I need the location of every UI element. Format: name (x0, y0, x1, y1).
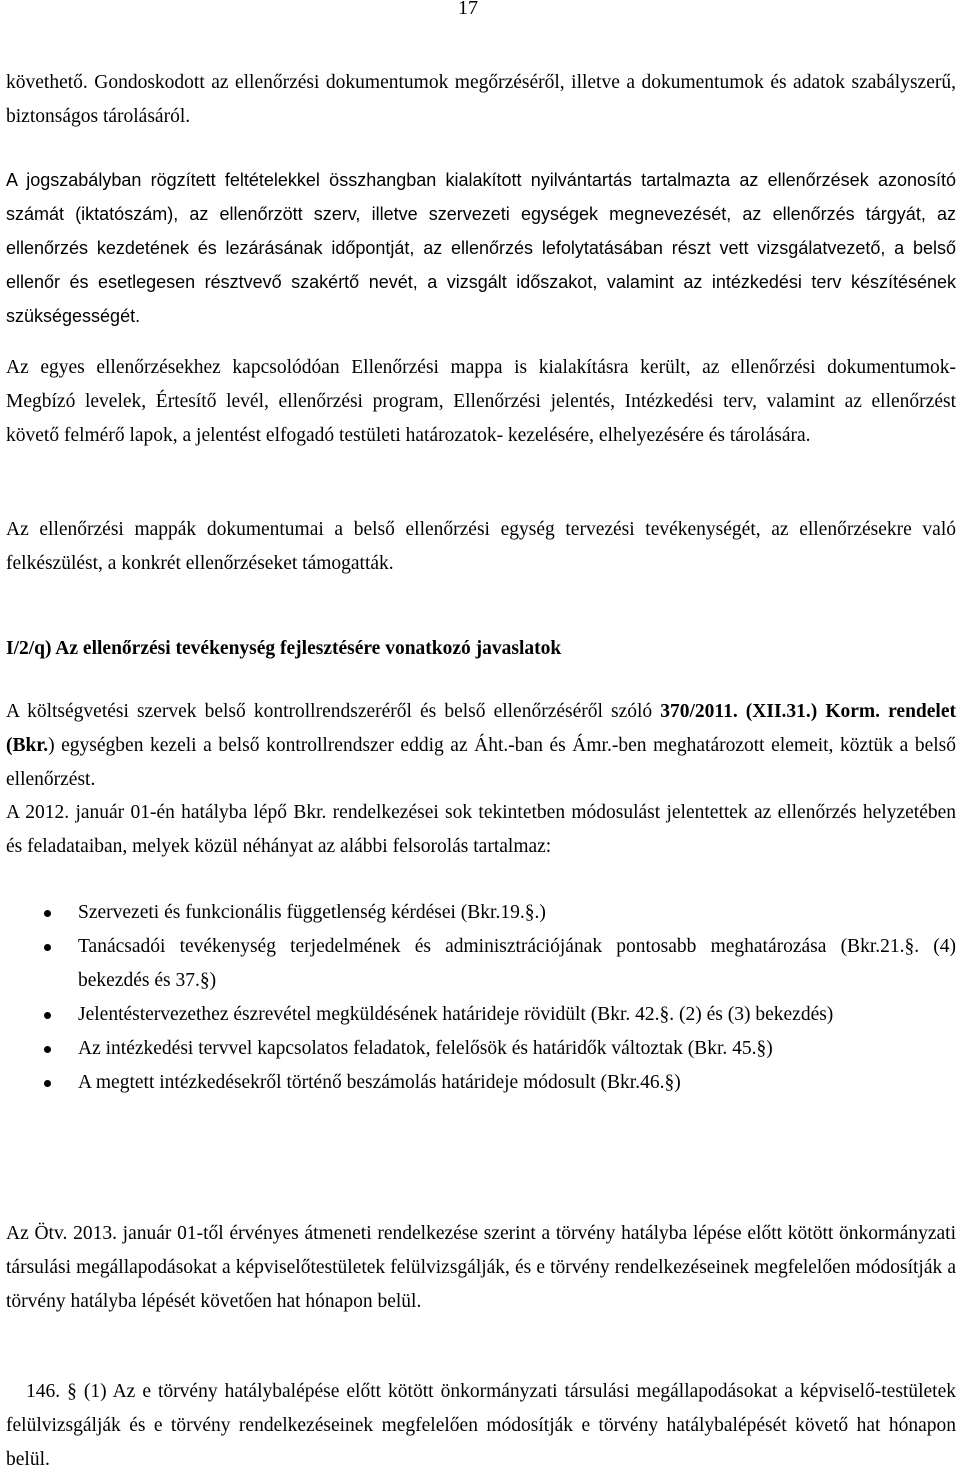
list-item: Szervezeti és funkcionális függetlenség kérdései (Bkr.19.§.) (0, 896, 956, 930)
section-heading: I/2/q) Az ellenőrzési tevékenység fejlesztésére vonatkozó javaslatok (6, 638, 562, 659)
bullet-icon (44, 944, 51, 951)
bullet-icon (44, 1012, 51, 1019)
list-item: Tanácsadói tevékenység terjedelmének és adminisztrációjának pontosabb meghatározása (Bkr.21.§. (4) bekezdés és 37.§) (0, 930, 956, 998)
bullet-icon (44, 1080, 51, 1087)
paragraph-archiving: követhető. Gondoskodott az ellenőrzési dokumentumok megőrzéséről, illetve a dokumentumok és adatok szabályszerű, biztonságos tárolásáról. (6, 72, 956, 127)
bullet-icon (44, 1046, 51, 1053)
paragraph-section-146: 146. § (1) Az e törvény hatálybalépése előtt kötött önkormányzati társulási megállapodásokat a képviselő-testületek felülvizsgálják és e törvény rendelkezéseinek megfelelően módosítják e törvény hatálybalépését követő hat hónapon belül. (6, 1381, 956, 1470)
page-number: 17 (458, 0, 478, 19)
list-item: A megtett intézkedésekről történő beszámolás határideje módosult (Bkr.46.§) (0, 1066, 956, 1100)
paragraph-bkr-decree (6, 695, 956, 797)
list-item: Jelentéstervezethez észrevétel megküldésének határideje rövidült (Bkr. 42.§. (2) és (3) bekezdés) (0, 998, 956, 1032)
bkr-intro-text: A költségvetési szervek belső kontrollrendszeréről és belső ellenőrzéséről szóló (6, 701, 661, 722)
paragraph-folder-documents: Az ellenőrzési mappák dokumentumai a belső ellenőrzési egység tervezési tevékenységét, az ellenőrzésekre való felkészülést, a konkrét ellenőrzéseket támogatták. (6, 519, 956, 574)
bullet-icon (44, 910, 51, 917)
bkr-rest-text: ) egységben kezeli a belső kontrollrendszer eddig az Áht.-ban és Ámr.-ben meghatározott elemeit, köztük a belső ellenőrzést. (6, 735, 956, 790)
list-item: Az intézkedési tervvel kapcsolatos feladatok, felelősök és határidők változtak (Bkr. 45.§) (0, 1032, 956, 1066)
paragraph-bkr-changes: A 2012. január 01-én hatályba lépő Bkr. rendelkezései sok tekintetben módosulást jelentettek az ellenőrzés helyzetében és feladataiban, melyek közül néhányat az alábbi felsorolás tartalmaz: (6, 802, 956, 857)
bkr-decree-reference: 370/2011. (XII.31.) Korm. rendelet (Bkr. (6, 701, 956, 756)
changes-list (0, 896, 956, 1100)
paragraph-audit-folder: Az egyes ellenőrzésekhez kapcsolódóan Ellenőrzési mappa is kialakításra került, az ellenőrzési dokumentumok- Megbízó levelek, Értesítő levél, ellenőrzési program, Ellenőrzési jelentés, Intézkedési terv, valamint az ellenőrzést követő felmérő lapok, a jelentést elfogadó testületi határozatok- kezelésére, elhelyezésére és tárolására. (6, 357, 956, 446)
paragraph-otv-transition: Az Ötv. 2013. január 01-től érvényes átmeneti rendelkezése szerint a törvény hatályba lépése előtt kötött önkormányzati társulási megállapodásokat a képviselőtestületek felülvizsgálják, és e törvény rendelkezéseinek megfelelően módosítják a törvény hatályba lépését követően hat hónapon belül. (6, 1223, 956, 1312)
paragraph-register: A jogszabályban rögzített feltételekkel összhangban kialakított nyilvántartás tartalmazta az ellenőrzések azonosító számát (iktatószám), az ellenőrzött szerv, illetve szervezeti egységek megnevezését, az ellenőrzés tárgyát, az ellenőrzés kezdetének és lezárásának időpontját, az ellenőrzés lefolytatásában részt vett vizsgálatvezető, a belső ellenőr és esetlegesen résztvevő szakértő nevét, a vizsgált időszakot, valamint az intézkedési terv készítésének szükségességét. (6, 170, 956, 326)
